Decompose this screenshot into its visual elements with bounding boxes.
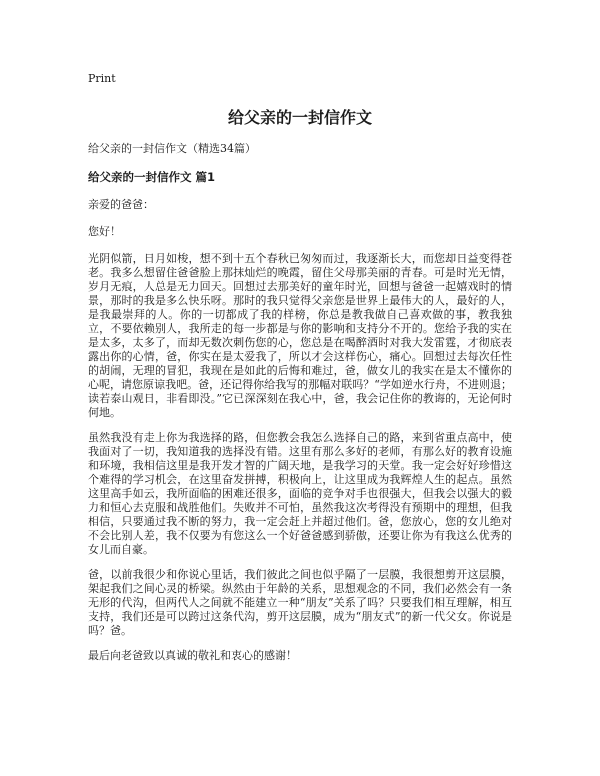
body-paragraph-2: 虽然我没有走上你为我选择的路，但您教会我怎么选择自己的路，来到省重点高中，使我面对了一切，我知道我的选择没有错。这里有那么多好的老师，有那么好的教育设施和环境，我相信这里是我开发才智的广阔天地，是我学习的天堂。我一定会好好珍惜这个难得的学习机会，在这里奋发拼搏，积极向上，让这里成为我辉煌人生的起点。虽然这里高手如云，我所面临的困难还很多，面临的竞争对手也很强大，但我会以强大的毅力和恒心去克服和战胜他们。失败并不可怕，虽然我这次考得没有预期中的理想，但我相信，只要通过我不断的努力，我一定会赶上并超过他们。爸，您放心，您的女儿绝对不会比别人差，我不仅要为有您这么一个好爸爸感到骄傲，还要让你为有我这么优秀的女儿而自豪。 <box>88 431 512 556</box>
salutation: 亲爱的爸爸： <box>88 198 154 211</box>
document-title: 给父亲的一封信作文 <box>227 108 372 127</box>
greeting: 您好！ <box>88 225 121 238</box>
document-subtitle: 给父亲的一封信作文（精选34篇） <box>88 142 256 155</box>
closing-paragraph: 最后向老爸致以真诚的敬礼和衷心的感谢！ <box>88 649 297 662</box>
section-heading: 给父亲的一封信作文 篇1 <box>88 170 216 184</box>
body-paragraph-1: 光阴似箭，日月如梭，想不到十五个春秋已匆匆而过，我逐渐长大，而您却日益变得苍老。我多么想留住爸爸脸上那抹灿烂的晚霞，留住父母那美丽的青春。可是时光无情，岁月无痕，人总是无力回天。回想过去那美好的童年时光，回想与爸爸一起嬉戏时的情景，那时的我是多么快乐呀。那时的我只觉得父亲您是世界上最伟大的人，最好的人，是我最崇拜的人。你的一切都成了我的样榜，你总是教我做自己喜欢做的事，教我独立，不要依赖别人，我所走的每一步都是与你的影响和支持分不开的。您给予我的实在是太多，太多了，而却无数次刺伤您的心，您总是在喝醉酒时对我大发雷霆，才彻底表露出你的心情，爸，你实在是太爱我了，所以才会这样伤心，痛心。回想过去每次任性的胡闹，无理的冒犯，我现在是如此的后悔和难过，爸，做女儿的我实在是太不懂你的心呢，请您原谅我吧。爸，还记得你给我写的那幅对联吗？“学如逆水行舟，不进则退；读若泰山观日，非看即没。”它已深深刻在我心中，爸，我会记住你的教诲的，无论何时何地。 <box>88 252 512 419</box>
body-paragraph-3: 爸，以前我很少和你说心里话，我们彼此之间也似乎隔了一层膜，我很想剪开这层膜，架起我们之间心灵的桥梁。纵然由于年龄的关系，思想观念的不同，我们必然会有一条无形的代沟，但两代人之间就不能建立一种“朋友”关系了吗？只要我们相互理解，相互支持，我们还是可以跨过这条代沟，剪开这层膜，成为“朋友式”的新一代父女。你说是吗？爸。 <box>88 568 512 637</box>
print-link[interactable]: Print <box>88 72 116 85</box>
